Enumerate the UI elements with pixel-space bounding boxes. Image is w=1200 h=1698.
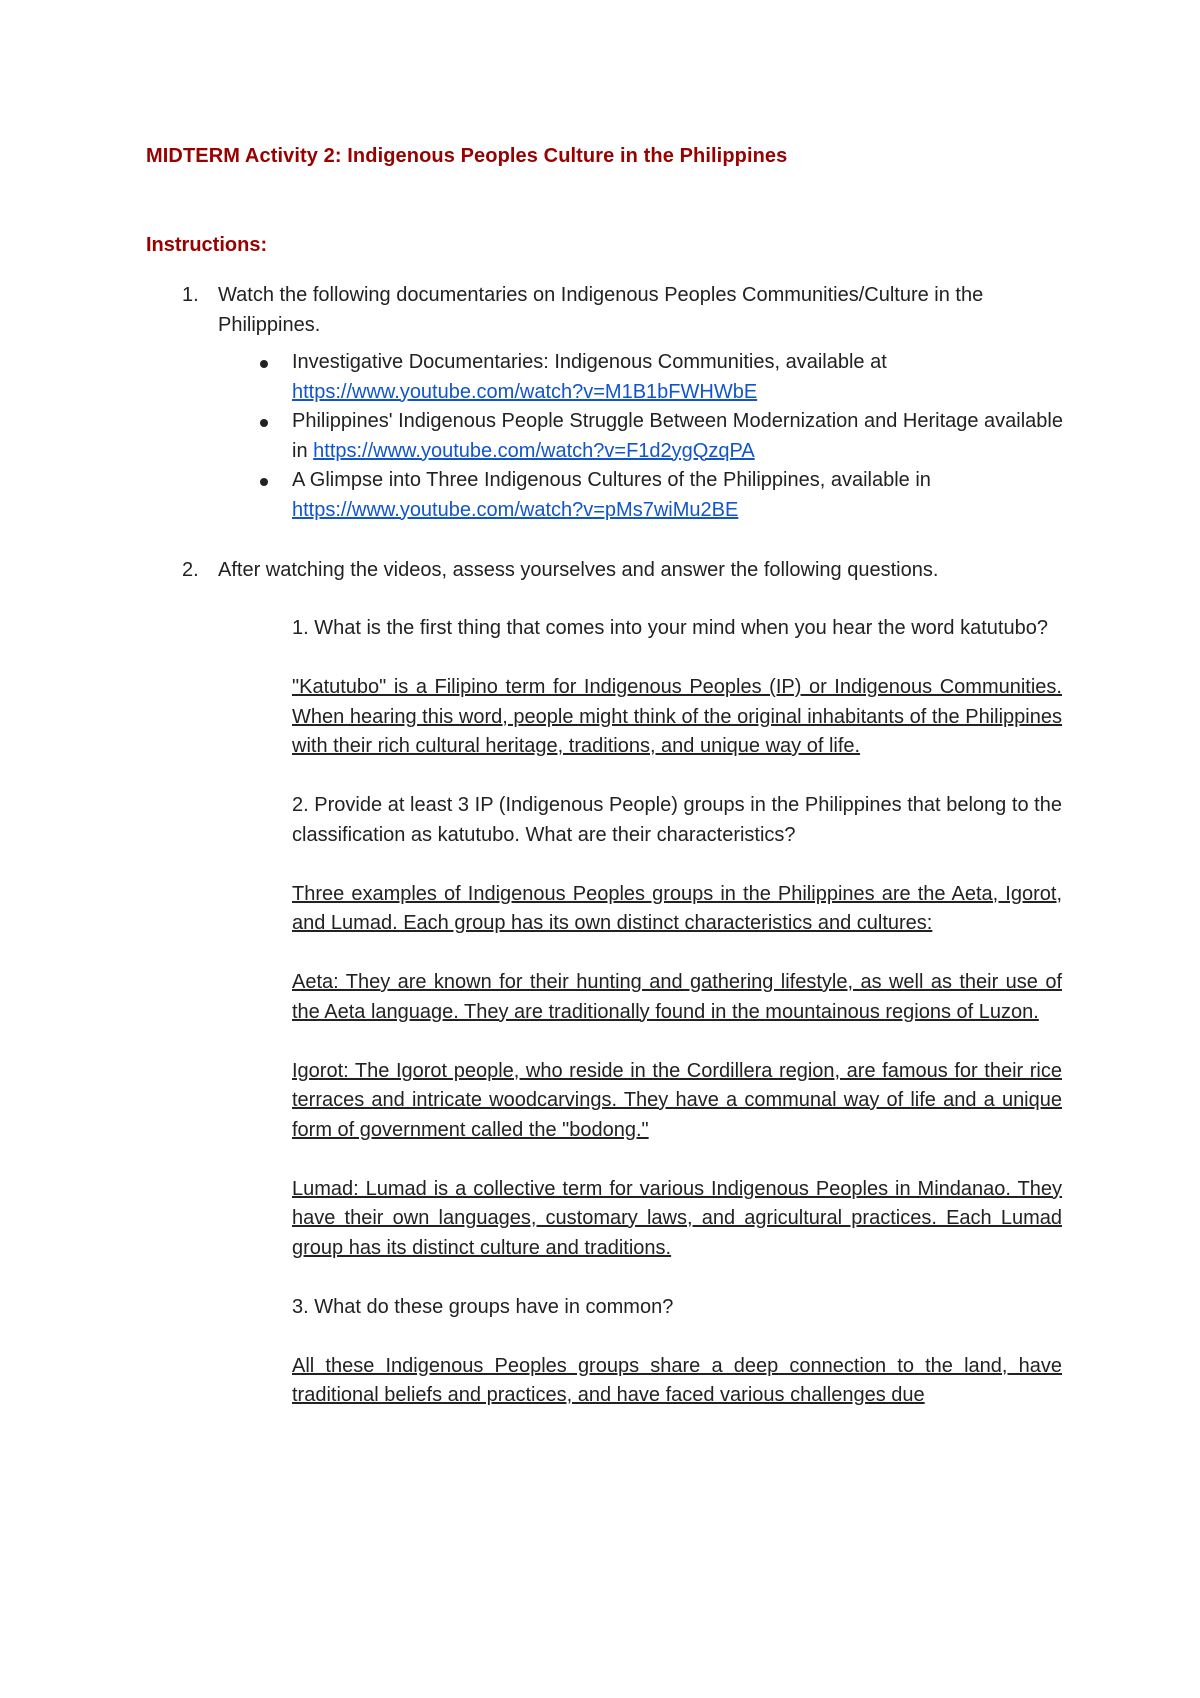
video-list <box>146 348 1066 525</box>
bullet-icon <box>260 360 268 368</box>
video-title: Philippines' Indigenous People Struggle Between Modernization and Heritage available in <box>292 410 1063 462</box>
step-text: Watch the following documentaries on Indigenous Peoples Communities/Culture in the Philippines. <box>218 284 984 336</box>
question-2: 2. Provide at least 3 IP (Indigenous People) groups in the Philippines that belong to the classification as katutubo. What are their characteristics? <box>292 794 1062 846</box>
answer-3: All these Indigenous Peoples groups share a deep connection to the land, have traditional beliefs and practices, and have faced various challenges due <box>292 1354 1062 1406</box>
step-text: After watching the videos, assess yourselves and answer the following questions. <box>218 559 939 581</box>
video-item <box>292 348 1066 407</box>
questions-section <box>292 614 1062 1440</box>
video-link[interactable]: https://www.youtube.com/watch?v=F1d2ygQzqPA <box>313 439 755 462</box>
answer-2-igorot: Igorot: The Igorot people, who reside in the Cordillera region, are famous for their rice terraces and intricate woodcarvings. They have a communal way of life and a unique form of government called the "bodong." <box>292 1059 1062 1141</box>
video-link[interactable]: https://www.youtube.com/watch?v=M1B1bFWHWbE <box>292 380 758 403</box>
question-1: 1. What is the first thing that comes into your mind when you hear the word katutubo? <box>292 617 1048 639</box>
step-number: 2. <box>182 559 199 581</box>
video-title: A Glimpse into Three Indigenous Cultures of the Philippines, available in <box>292 469 931 491</box>
answer-2-lumad: Lumad: Lumad is a collective term for various Indigenous Peoples in Mindanao. They have their own languages, customary laws, and agricultural practices. Each Lumad group has its distinct culture and traditions. <box>292 1177 1062 1259</box>
video-item <box>292 466 1066 525</box>
video-title: Investigative Documentaries: Indigenous Communities, available at <box>292 351 887 373</box>
answer-1: "Katutubo" is a Filipino term for Indigenous Peoples (IP) or Indigenous Communities. When hearing this word, people might think of the original inhabitants of the Philippines with their rich cultural heritage, traditions, and unique way of life. <box>292 676 1062 757</box>
answer-2-intro: Three examples of Indigenous Peoples groups in the Philippines are the Aeta, Igorot, and Lumad. Each group has its own distinct characteristics and cultures: <box>292 882 1062 934</box>
step-number: 1. <box>182 284 199 306</box>
instructions-heading: Instructions: <box>146 234 268 256</box>
instruction-step-2 <box>146 556 1066 586</box>
bullet-icon <box>260 478 268 486</box>
document-title: MIDTERM Activity 2: Indigenous Peoples Culture in the Philippines <box>146 145 788 167</box>
instruction-step-1 <box>146 281 1066 340</box>
question-3: 3. What do these groups have in common? <box>292 1295 674 1318</box>
bullet-icon <box>260 419 268 427</box>
video-item <box>292 407 1066 466</box>
video-link[interactable]: https://www.youtube.com/watch?v=pMs7wiMu2BE <box>292 498 739 521</box>
answer-2-aeta: Aeta: They are known for their hunting and gathering lifestyle, as well as their use of the Aeta language. They are traditionally found in the mountainous regions of Luzon. <box>292 971 1062 1023</box>
